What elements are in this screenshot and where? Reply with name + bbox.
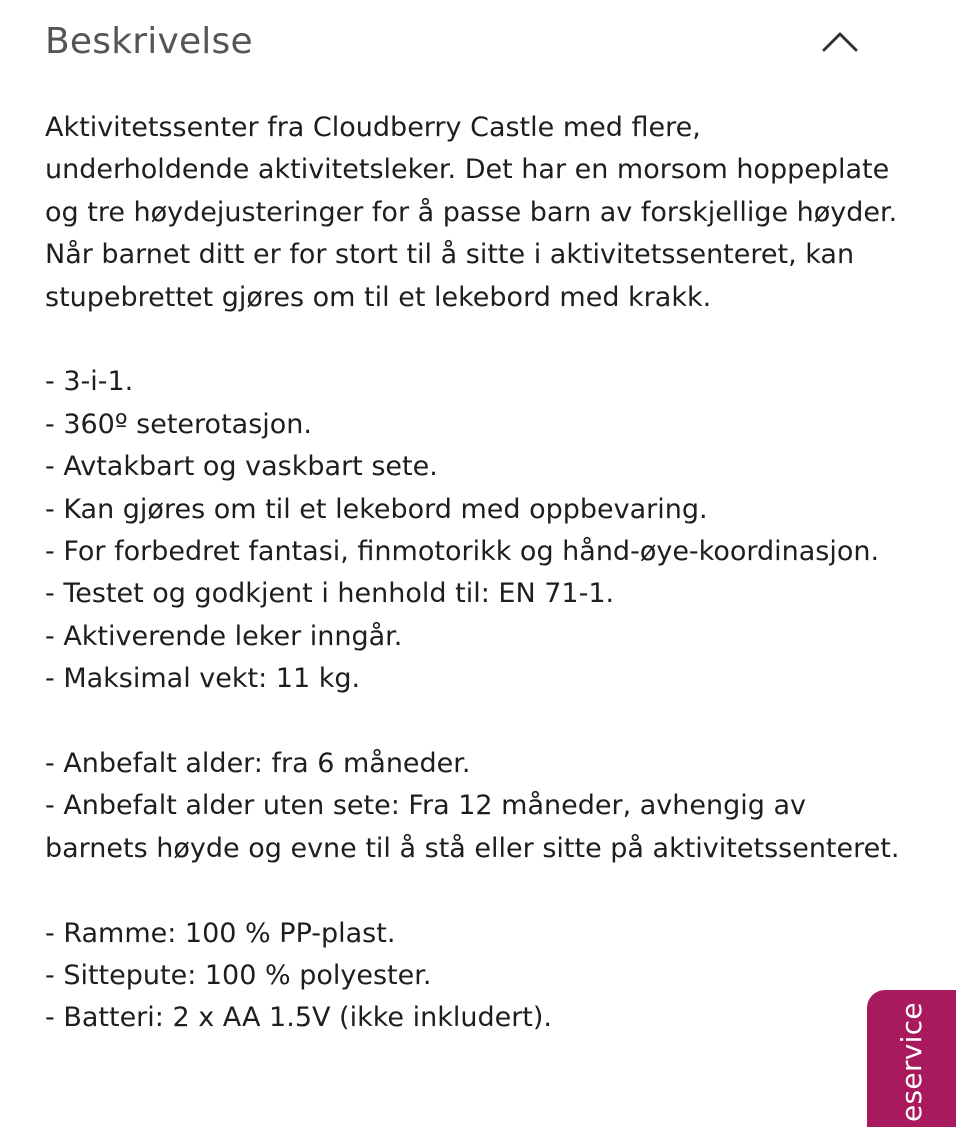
age-item: - Anbefalt alder: fra 6 måneder. xyxy=(45,748,471,780)
feature-item: - Aktiverende leker inngår. xyxy=(45,620,403,652)
customer-service-label: eservice xyxy=(895,1002,928,1122)
feature-item: - Avtakbart og vaskbart sete. xyxy=(45,451,438,483)
feature-item: - 3-i-1. xyxy=(45,366,134,398)
chevron-up-icon[interactable] xyxy=(821,26,859,56)
customer-service-tab[interactable] xyxy=(867,990,956,1127)
feature-item: - Maksimal vekt: 11 kg. xyxy=(45,663,361,695)
feature-item: - Testet og godkjent i henhold til: EN 71-1. xyxy=(45,578,615,610)
material-item: - Ramme: 100 % PP-plast. xyxy=(45,917,396,949)
description-intro: Aktivitetssenter fra Cloudberry Castle med flere, underholdende aktivitetsleker. Det har en morsom hoppeplate og tre høydejusteringer for å passe barn av forskjellige høyder. Når barnet ditt er for stort til å sitte i aktivitetssenteret, kan stupebrettet gjøres om til et lekebord med krakk. xyxy=(45,112,898,313)
material-item: - Batteri: 2 x AA 1.5V (ikke inkludert). xyxy=(45,1002,553,1034)
age-item: - Anbefalt alder uten sete: Fra 12 måneder, avhengig av barnets høyde og evne til å stå eller sitte på aktivitetssenteret. xyxy=(45,790,900,864)
accordion-header[interactable] xyxy=(45,0,875,82)
accordion-title: Beskrivelse xyxy=(45,20,253,62)
material-item: - Sittepute: 100 % polyester. xyxy=(45,960,432,992)
feature-item: - Kan gjøres om til et lekebord med oppbevaring. xyxy=(45,493,708,525)
feature-item: - 360º seterotasjon. xyxy=(45,408,312,440)
accordion-body xyxy=(45,107,905,1040)
feature-item: - For forbedret fantasi, finmotorikk og hånd-øye-koordinasjon. xyxy=(45,536,880,568)
